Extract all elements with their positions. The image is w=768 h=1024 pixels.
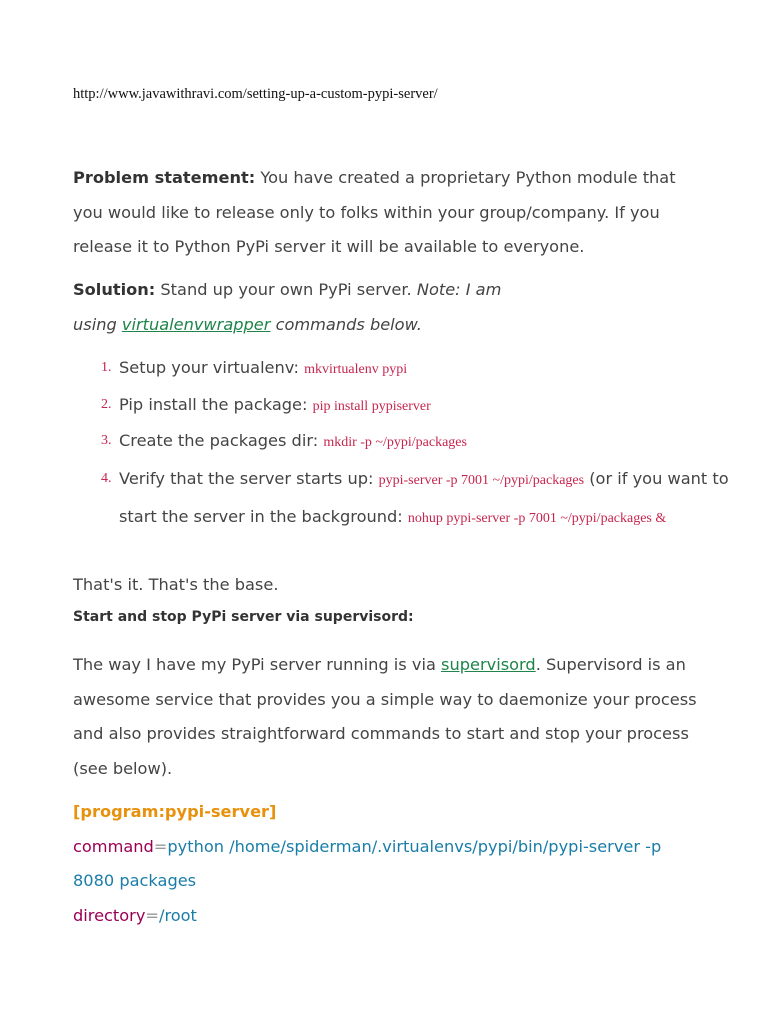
source-url[interactable]: http://www.javawithravi.com/setting-up-a-custom-pypi-server/: [73, 86, 438, 102]
list-item: [101, 351, 744, 388]
step-text-secondary: (or if you want to start the server in the background:: [119, 468, 729, 526]
list-item: [101, 424, 744, 461]
section-heading: Start and stop PyPi server via supervisord:: [73, 609, 414, 625]
config-block: [73, 795, 673, 933]
config-key: command: [73, 836, 154, 856]
config-line-command: [73, 830, 673, 899]
solution-label: Solution:: [73, 280, 156, 299]
step-code: mkvirtualenv pypi: [304, 362, 408, 377]
config-value: /root: [159, 905, 197, 925]
step-code: pip install pypiserver: [312, 398, 431, 414]
step-number: 1.: [101, 360, 112, 375]
config-equals: =: [145, 905, 159, 925]
config-section-header: [program:pypi-server]: [73, 802, 277, 821]
virtualenvwrapper-link[interactable]: virtualenvwrapper: [121, 314, 271, 334]
step-number: 3.: [101, 433, 112, 449]
supervisord-link[interactable]: supervisord: [441, 655, 536, 674]
supervisor-text-after: . Supervisord is an awesome service that provides you a simple way to daemonize your process and also provides straightforward commands to start and stop your process (see below).: [73, 655, 697, 778]
step-code: mkdir -p ~/pypi/packages: [323, 435, 467, 451]
list-item: [101, 461, 744, 537]
config-equals: =: [153, 836, 168, 856]
config-line-directory: [73, 899, 673, 934]
solution-note-prefix: Note: I am using: [73, 280, 502, 334]
step-code-secondary: nohup pypi-server -p 7001 ~/pypi/packages &: [407, 510, 667, 526]
step-text: Pip install the package:: [119, 394, 313, 414]
solution-text: Stand up your own PyPi server.: [155, 280, 417, 299]
config-value: python /home/spiderman/.virtualenvs/pypi/bin/pypi-server -p 8080 packages: [73, 836, 662, 891]
base-text: That's it. That's the base.: [73, 575, 279, 594]
config-key: directory: [73, 905, 146, 925]
supervisor-paragraph: [73, 648, 698, 786]
supervisor-text-before: The way I have my PyPi server running is via: [73, 655, 442, 674]
step-text: Verify that the server starts up:: [119, 468, 379, 488]
step-text: Create the packages dir:: [119, 431, 324, 451]
step-number: 2.: [101, 396, 112, 412]
step-code: pypi-server -p 7001 ~/pypi/packages: [378, 472, 585, 488]
step-text: Setup your virtualenv:: [119, 358, 305, 377]
problem-paragraph: [73, 161, 698, 265]
solution-paragraph: [73, 273, 503, 342]
steps-list: [73, 351, 744, 537]
step-number: 4.: [101, 470, 112, 486]
solution-note-suffix: commands below.: [270, 314, 422, 334]
problem-text: You have created a proprietary Python module that you would like to release only to folks within your group/company. If you release it to Python PyPi server it will be available to everyone.: [73, 168, 676, 257]
list-item: [101, 388, 744, 425]
problem-label: Problem statement:: [73, 168, 256, 187]
